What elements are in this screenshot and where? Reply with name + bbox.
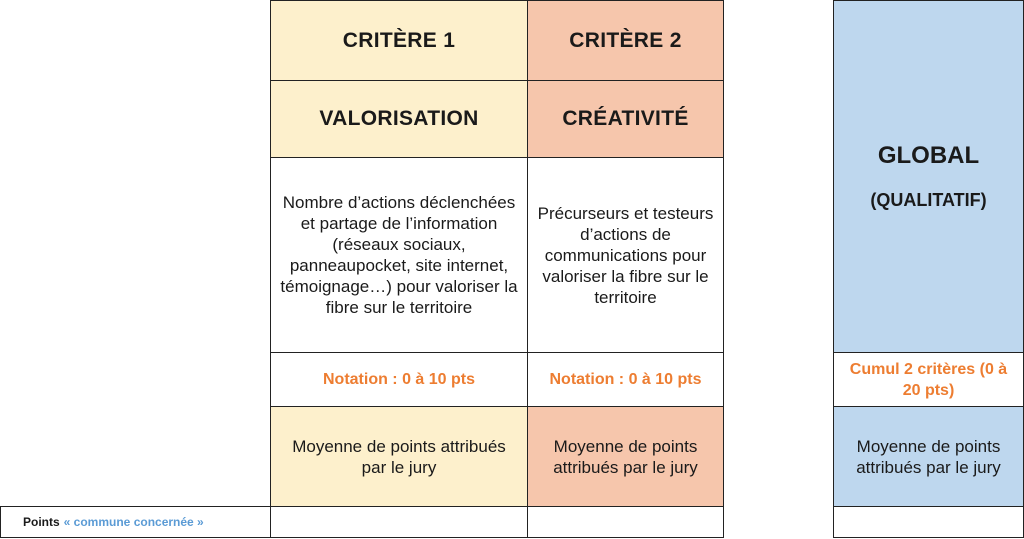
criterion-2-name: CRÉATIVITÉ [527, 80, 724, 158]
global-cumul: Cumul 2 critères (0 à 20 pts) [849, 360, 1008, 399]
criterion-1-description: Nombre d’actions déclenchées et partage de l’information (réseaux sociaux, panneaupocket, site internet, témoignage…) pour valoriser la fibre sur le territoire [280, 193, 518, 317]
points-input-criterion-1[interactable] [270, 506, 528, 538]
points-label: Points [23, 515, 60, 529]
global-average: Moyenne de points attribués par le jury [856, 436, 1001, 477]
criterion-1-notation-cell [270, 352, 528, 407]
points-input-global[interactable] [833, 506, 1024, 538]
global-title: GLOBAL [877, 142, 980, 169]
criterion-2-average: Moyenne de points attribués par le jury [553, 436, 698, 477]
global-header-cell [833, 0, 1024, 353]
criterion-2-notation-cell [527, 352, 724, 407]
criterion-1-average: Moyenne de points attribués par le jury [292, 436, 506, 477]
criterion-2-description-cell [527, 157, 724, 353]
criterion-1-name: VALORISATION [270, 80, 528, 158]
criterion-2-description: Précurseurs et testeurs d’actions de communications pour valoriser la fibre sur le territoire [537, 203, 714, 307]
criterion-1-average-cell [270, 406, 528, 507]
global-subtitle: (QUALITATIF) [870, 190, 987, 210]
criterion-2-notation: Notation : 0 à 10 pts [549, 371, 702, 388]
points-input-criterion-2[interactable] [527, 506, 724, 538]
criterion-2-header: CRITÈRE 2 [527, 0, 724, 81]
points-label-cell [0, 506, 271, 538]
points-accent-label: « commune concernée » [63, 515, 204, 529]
criterion-1-notation: Notation : 0 à 10 pts [322, 371, 476, 388]
global-average-cell [833, 406, 1024, 507]
criterion-2-average-cell [527, 406, 724, 507]
criterion-1-description-cell [270, 157, 528, 353]
criterion-1-header: CRITÈRE 1 [270, 0, 528, 81]
global-cumul-cell [833, 352, 1024, 407]
